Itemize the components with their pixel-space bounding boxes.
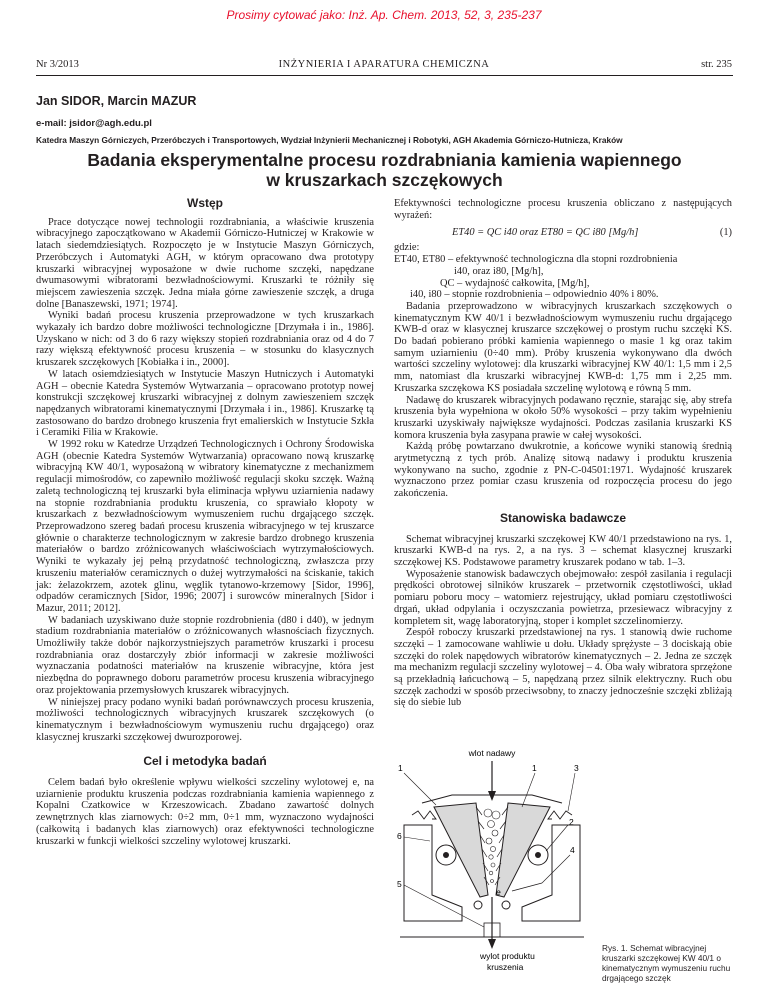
label-5: 5 <box>397 879 402 889</box>
paragraph: Badania przeprowadzono w wibracyjnych kruszarkach szczękowych o kinematycznym KW 40/1 i bezwładnościowym wymuszeniu ruchu drgającego KWB-d oraz w klasycznej kruszarce szczękowej o prostym ruchu szczęki KS. Do badań pobierano próbki kamienia wapiennego o masie 1 kg oraz takim samym uziarnieniu (0÷40 mm). Próby kruszenia wykonywano dla dwóch wartości szczeliny wylotowej: dla kruszarki wibracyjnej KW 40/1: 1,5 mm i 2,5 mm, natomiast dla kruszarki wibracyjnej KWB-d: 1,75 mm i 2,25 mm. Kruszarka szczękowa KS posiadała szczelinę wylotową e równą 5 mm. <box>394 300 732 394</box>
outlet-label-line-1: wylot produktu <box>480 951 535 961</box>
header-rule <box>36 75 733 76</box>
paragraph: Wyposażenie stanowisk badawczych obejmowało: zespół zasilania i regulacji prędkości obrotowej silników kruszarek – przetwornik częstotliwości, układ pomiaru poboru mocy – watomierz rejestrujący, układ pomiaru częstotliwości drgań, układ odpylania i oczyszczania powietrza, przesiewacz wibracyjny z kompletem sit, wagę laboratoryjną, stoper i komplet szczelinomierzy. <box>394 568 732 627</box>
label-1-left: 1 <box>398 763 403 773</box>
paragraph: Nadawę do kruszarek wibracyjnych podawano ręcznie, starając się, aby strefa kruszenia była wypełniona w około 50% wysokości – przy takim wypełnieniu kruszarki uzyskiwały największe wydajności. Podczas zasilania kruszarki KS komora kruszenia była zasypana prawie w całej wysokości. <box>394 394 732 441</box>
leader-3 <box>568 773 575 811</box>
title-line-2: w kruszarkach szczękowych <box>266 170 503 190</box>
figure-caption: Rys. 1. Schemat wibracyjnej kruszarki szczękowej KW 40/1 o kinematycznym wymuszeniu ruchu drgającego szczęk <box>602 943 731 983</box>
particle <box>489 871 493 875</box>
section-heading-stands: Stanowiska badawcze <box>499 510 627 525</box>
leader-2 <box>546 825 568 851</box>
particle <box>490 846 495 851</box>
equation-text: ET40 = QC i40 oraz ET80 = QC i80 [Mg/h] <box>452 227 639 239</box>
right-vibrator-axis <box>535 852 541 858</box>
gap-e-label: e <box>496 887 501 897</box>
particle <box>491 863 495 867</box>
particle <box>491 880 494 883</box>
definition: QC – wydajność całkowita, [Mg/h], <box>440 277 590 289</box>
paragraph: W niniejszej pracy podano wyniki badań porównawczych procesu kruszenia, możliwości technologicznych wibracyjnych kruszarek szczękowych (o kinematycznym i bezwładnościowym wymuszeniu ruchu drgającego) oraz klasycznej kruszarki szczękowej dwurozporowej. <box>36 696 374 743</box>
paragraph: Efektywności technologiczne procesu kruszenia obliczano z następujących wyrażeń: <box>394 198 732 221</box>
particle <box>488 821 495 828</box>
left-vibrator-axis <box>443 852 449 858</box>
issue-number: Nr 3/2013 <box>36 59 79 70</box>
outlet-arrowhead <box>488 939 496 949</box>
label-3: 3 <box>574 763 579 773</box>
paragraph: W 1992 roku w Katedrze Urządzeń Technologicznych i Ochrony Środowiska AGH (obecnie Katedra Systemów Wytwarzania) opracowano nową kruszarkę wibracyjną KW 40/1, wyposażoną w wibratory kinematyczne z mechanizmem regulacji mimośrodów, co zapewniło możliwość regulacji skoku szczęk. Ważną zaletą technologiczną tej kruszarki była eliminacja wpływu uziarnienia nadawy na stopnie rozdrabniania produktu kruszenia, co sprawiało kłopoty w kruszarkach z bezwładnościowym wymuszeniem ruchu drgającego szczęk. Przeprowadzono szereg badań procesu kruszenia wibracyjnego w tej kruszarce głównie o charakterze technologicznym w zakresie bardzo drobnego kruszenia materiałów o bardzo zróżnicowanych właściwościach wytrzymałościowych. Wyniki te wykazały jej pełną przydatność technologiczną, zwłaszcza przy kruszeniu materiałów ceramicznych o dużej wytrzymałości na ściskanie, takich jak: żelazokrzem, azotek glinu, węglik tytanowo-krzemowy [Sidor, 1996], odpadów ceramicznych [Sidor, 1996; 2007] i surowców mineralnych [Sidor i Mazur, 2011; 2012]. <box>36 439 374 614</box>
title-line-1: Badania eksperymentalne procesu rozdrabniania kamienia wapiennego <box>87 150 682 170</box>
left-spring <box>412 811 436 819</box>
paragraph: Prace dotyczące nowej technologii rozdrabniania, a właściwie kruszenia wibracyjnego zapoczątkowano w Akademii Górniczo-Hutniczej w Krakowie w latach siedemdziesiątych. Rozpoczęto je w Instytucie Maszyn Górniczych, Przeróbczych i Automatyki AGH, w którym opracowano dwa prototypy kruszarki wibracyjnej wyposażone w dwie ruchome szczęki, napędzane dwumasowymi wibratorami bezwładnościowymi. Kruszarki te różniły się miejscem zawieszenia szczęk. Jedna miała górne zawieszenie szczęk, a druga dolne [Banaszewski, 1971; 1974]. <box>36 216 374 310</box>
label-4: 4 <box>570 845 575 855</box>
particle <box>486 838 492 844</box>
paragraph: W badaniach uzyskiwano duże stopnie rozdrobnienia (d80 i d40), w jednym stadium rozdrabniania materiałów o zróżnicowanych własnościach fizycznych. Umożliwiły także dobór najkorzystniejszych parametrów kruszarki i procesu rozdrabniania oraz dostarczyły zbiór informacji w zakresie możliwości wyznaczania podatności materiałów na kruszenie wibracyjne, która jest niezbędna do poprawnego doboru parametrów procesu kruszenia wibracyjnego oraz projektowania przemysłowych kruszarek wibracyjnych. <box>36 614 374 696</box>
affiliation: Katedra Maszyn Górniczych, Przeróbczych i Transportowych, Wydział Inżynierii Mechanicznej i Robotyki, AGH Akademia Górniczo-Hutnicza, Kraków <box>36 135 623 145</box>
gap-adjustment <box>512 883 542 891</box>
crusher-schematic <box>392 745 592 985</box>
inlet-label: wlot nadawy <box>468 748 516 758</box>
paragraph: Celem badań było określenie wpływu wielkości szczeliny wylotowej e, na uziarnienie produktu kruszenia podczas rozdrabniania kamienia wapiennego z Kopalni Czatkowice w Krzeszowicach. Zbadano zawartość dolnych zewnętrznych klas ziarnowych: 0÷2 mm, 0÷1 mm, wyznaczono wydajności (całkowitą i badanych klas ziarnowych) oraz efektywności technologiczne kruszarki w funkcji wielkości szczeliny wylotowej kruszarki. <box>36 777 374 847</box>
inlet-arrowhead <box>488 791 496 801</box>
crusher-schematic-figure <box>392 745 592 985</box>
left-column <box>36 198 374 847</box>
outlet-label-line-2: kruszenia <box>487 962 524 972</box>
feed-material <box>484 809 500 883</box>
particle <box>492 811 500 819</box>
leader-1-right <box>522 773 535 807</box>
particle <box>489 855 493 859</box>
authors: Jan SIDOR, Marcin MAZUR <box>36 94 197 108</box>
equation-1 <box>394 227 732 242</box>
where-label: gdzie: <box>394 242 420 254</box>
paper-title <box>36 150 733 190</box>
right-column <box>394 198 732 709</box>
citation-note: Prosimy cytować jako: Inż. Ap. Chem. 2013, 52, 3, 235-237 <box>226 8 542 22</box>
paragraph: W latach osiemdziesiątych w Instytucie Maszyn Hutniczych i Automatyki AGH – obecnie Katedra Systemów Wytwarzania – opracowano prototyp nowej konstrukcji szczękowej kruszarki wibracyjnej z dolnym zawieszeniem szczęk napędzanych wibratorami kinematycznymi [Drzymała i in., 1986]. Kruszarkę tą zastosowano do bardzo drobnego kruszenia fryt emalierskich w Instytucie Szkła i Ceramiki Filia w Krakowie. <box>36 368 374 439</box>
label-2: 2 <box>569 817 574 827</box>
left-pivot <box>474 901 482 909</box>
leader-1-left <box>404 773 436 805</box>
equation-number: (1) <box>719 227 732 239</box>
page-number: str. 235 <box>701 59 732 70</box>
paragraph: Każdą próbę powtarzano dwukrotnie, a końcowe wyniki stanowią średnią arytmetyczną z tych prób. Analizę sitową nadawy i produktu kruszenia wykonywano na sucho, zgodnie z PN-C-04501:1971. Wydajność kruszarek wyznaczono przez pomiar czasu kruszenia od rozpoczęcia procesu do jego zakończenia. <box>394 441 732 500</box>
right-pivot <box>502 901 510 909</box>
paragraph: Zespół roboczy kruszarki przedstawionej na rys. 1 stanowią dwie ruchome szczęki – 1 zamocowane wahliwie u dołu. Układy sprężyste – 3 dociskają obie szczęki do rolek napędowych wibratorów kinematycznych – 2. Jedna ze szczęk ma mechanizm regulacji szczeliny wylotowej – 4. Oba wały wibratora sprzężone są przekładnią łańcuchową – 5, napędzaną przez silnik elektryczny. Ruch obu szczęk zachodzi w sposób przeciwsobny, to znaczy jednocześnie szczęki zbliżają się do siebie lub <box>394 627 732 709</box>
particle <box>484 809 492 817</box>
definition-continued: i40, oraz i80, [Mg/h], <box>454 265 544 277</box>
definition: i40, i80 – stopnie rozdrobnienia – odpowiednio 40% i 80%. <box>410 289 659 301</box>
particle <box>492 830 498 836</box>
section-heading-goal: Cel i metodyka badań <box>143 754 267 769</box>
leader-6 <box>404 837 430 841</box>
section-heading-intro: Wstęp <box>187 196 223 210</box>
label-6: 6 <box>397 831 402 841</box>
paragraph: Wyniki badań procesu kruszenia przeprowadzone w tych kruszarkach wykazały ich bardzo dobre możliwości technologiczne [Drzymała i in., 1986]. Uzyskano w nich: od 3 do 6 razy większy stopień rozdrabniania oraz od 4 do 7 razy większą efektywność procesu kruszenia – w stosunku do klasycznych kruszarek szczękowych [Kobiałka i in., 2000]. <box>36 310 374 369</box>
email[interactable]: e-mail: jsidor@agh.edu.pl <box>36 118 152 129</box>
label-1-right: 1 <box>532 763 537 773</box>
paragraph: Schemat wibracyjnej kruszarki szczękowej KW 40/1 przedstawiono na rys. 1, kruszarki KWB-d na rys. 2, a na rys. 3 – schemat klasycznej kruszarki szczękowej KS. Podstawowe parametry kruszarek podano w tab. 1–3. <box>394 533 732 568</box>
definition: ET40, ET80 – efektywność technologiczna dla stopni rozdrobnienia <box>394 254 678 266</box>
journal-name: INŻYNIERIA I APARATURA CHEMICZNA <box>278 59 490 70</box>
